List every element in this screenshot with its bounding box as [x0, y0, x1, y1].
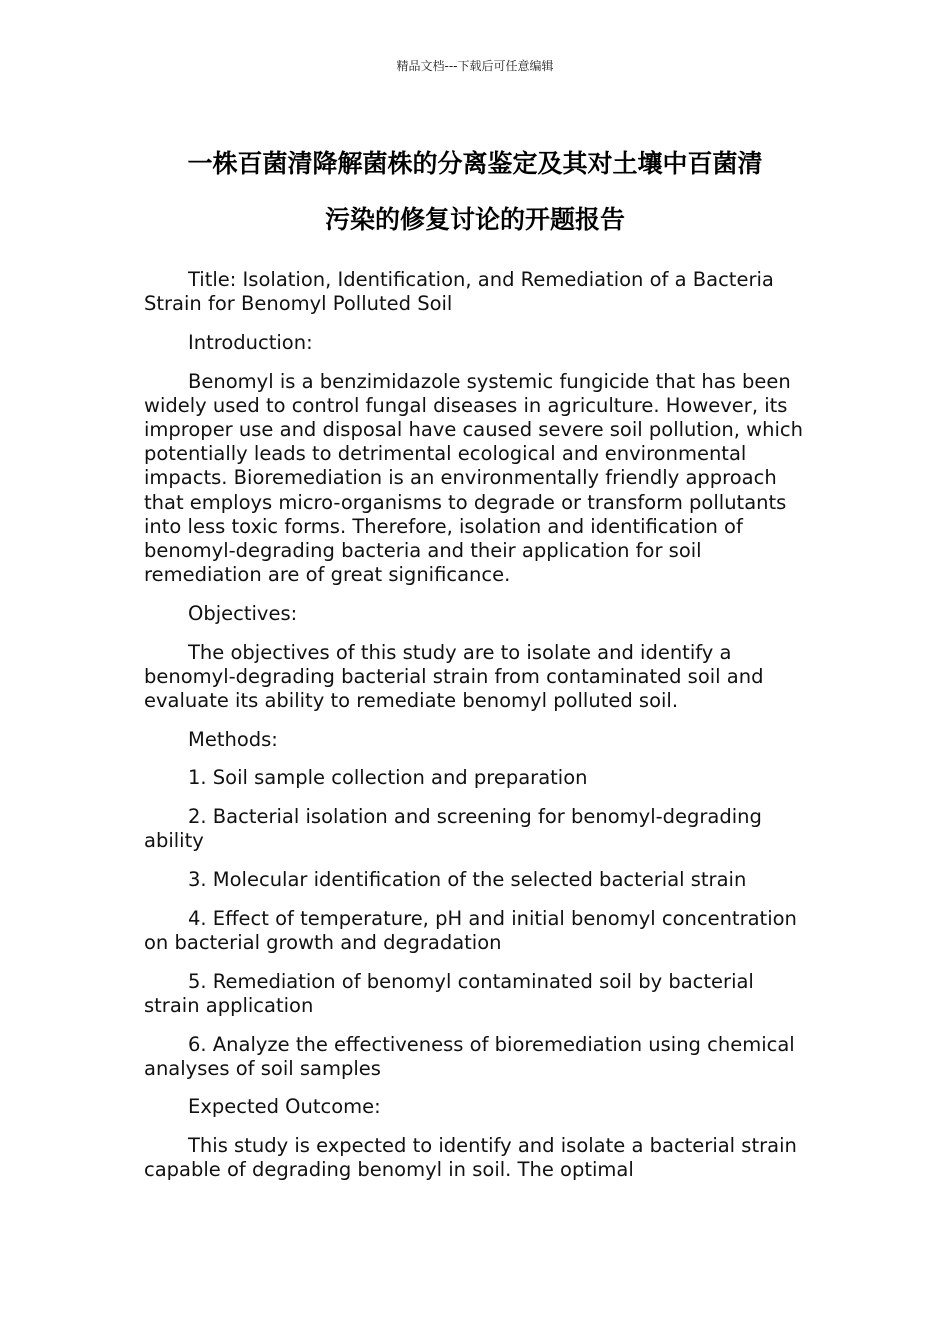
methods-heading: Methods: [188, 727, 278, 751]
document-body [144, 268, 810, 1197]
expected-outcome-paragraph: This study is expected to identify and isolate a bacterial strain capable of degrading benomyl in soil. The optimal [144, 1134, 797, 1182]
method-item: 1. Soil sample collection and preparation [188, 766, 588, 790]
method-item: 3. Molecular identification of the selected bacterial strain [188, 868, 747, 892]
document-title [130, 136, 820, 248]
method-item: 2. Bacterial isolation and screening for benomyl-degrading ability [144, 805, 762, 853]
header-note: 精品文档---下载后可任意编辑 [396, 59, 554, 73]
document-title-line-1: 一株百菌清降解菌株的分离鉴定及其对土壤中百菌清 [187, 149, 763, 178]
objectives-paragraph: The objectives of this study are to isolate and identify a benomyl-degrading bacterial strain from contaminated soil and evaluate its ability to remediate benomyl polluted soil. [144, 640, 764, 713]
method-item: 6. Analyze the effectiveness of bioremediation using chemical analyses of soil samples [144, 1032, 795, 1080]
expected-outcome-heading: Expected Outcome: [188, 1095, 381, 1119]
introduction-paragraph: Benomyl is a benzimidazole systemic fungicide that has been widely used to control fungal diseases in agriculture. However, its improper use and disposal have caused severe soil pollution, which potentially leads to detrimental ecological and environmental impacts. Bioremediation is an environmentally friendly approach that employs micro-organisms to degrade or transform pollutants into less toxic forms. Therefore, isolation and identification of benomyl-degrading bacteria and their application for soil remediation are of great significance. [144, 369, 803, 587]
document-title-line-2: 污染的修复讨论的开题报告 [324, 205, 625, 234]
method-item: 4. Effect of temperature, pH and initial benomyl concentration on bacterial growth and degradation [144, 906, 797, 954]
english-title-paragraph: Title: Isolation, Identification, and Remediation of a Bacteria Strain for Benomyl Polluted Soil [144, 268, 774, 316]
method-item: 5. Remediation of benomyl contaminated soil by bacterial strain application [144, 969, 754, 1017]
objectives-heading: Objectives: [188, 601, 298, 625]
introduction-heading: Introduction: [188, 330, 313, 354]
